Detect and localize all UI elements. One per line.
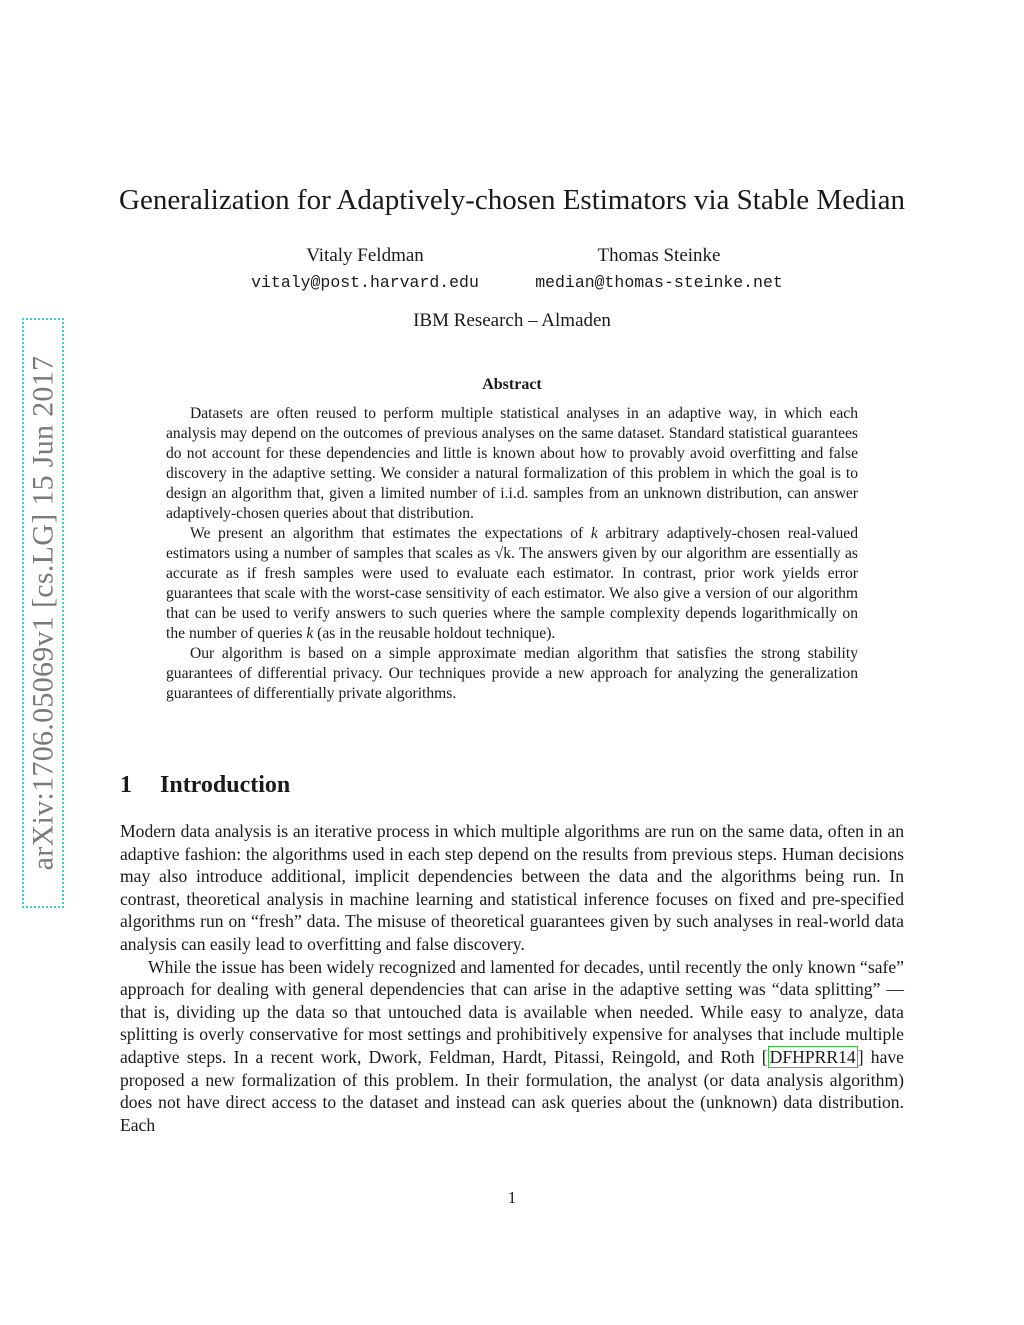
citation-link[interactable]: DFHPRR14: [769, 1046, 856, 1067]
abstract-paragraph: We present an algorithm that estimates the expectations of k arbitrary adaptively-chosen real-valued estimators using a number of samples that scales as √k. The answers given by our algorithm are essentially as accurate as if fresh samples were used to evaluate each estimator. In contrast, prior work yields error guarantees that scale with the worst-case sensitivity of each estimator. We also give a version of our algorithm that can be used to verify answers to such queries where the sample complexity depends logarithmically on the number of queries k (as in the reusable holdout technique).: [166, 525, 858, 642]
author-block-1: [224, 245, 506, 292]
section-number: 1: [120, 772, 132, 798]
affiliation: IBM Research – Almaden: [413, 310, 611, 331]
body-paragraph: While the issue has been widely recognized and lamented for decades, until recently the only known “safe” approach for dealing with general dependencies that can arise in the adaptive setting was “data splitting” — that is, dividing up the data so that untouched data is available when needed. While easy to analyze, data splitting is overly conservative for most settings and prohibitively expensive for analyses that include multiple adaptive steps. In a recent work, Dwork, Feldman, Hardt, Pitassi, Reingold, and Roth [ DFHPRR14 ] have proposed a new formalization of this problem. In their formulation, the analyst (or data analysis algorithm) does not have direct access to the dataset and instead can ask queries about the (unknown) data distribution. Each: [120, 956, 904, 1135]
abstract-heading: Abstract: [482, 376, 542, 393]
abstract-paragraph: Datasets are often reused to perform multiple statistical analyses in an adaptive way, in which each analysis may depend on the outcomes of previous analyses on the same dataset. Standard statistical guarantees do not account for these dependencies and little is known about how to provably avoid overfitting and false discovery in the adaptive setting. We consider a natural formalization of this problem in which the goal is to design an algorithm that, given a limited number of i.i.d. samples from an unknown distribution, can answer adaptively-chosen queries about that distribution.: [166, 405, 858, 522]
author-name: Thomas Steinke: [597, 245, 721, 266]
section-title: Introduction: [160, 772, 291, 798]
page-number: 1: [507, 1188, 517, 1207]
author-block-2: [518, 245, 800, 292]
abstract-paragraph: Our algorithm is based on a simple approximate median algorithm that satisfies the strong stability guarantees of differential privacy. Our techniques provide a new approach for analyzing the generalization guarantees of differentially private algorithms.: [166, 645, 858, 702]
author-email[interactable]: vitaly@post.harvard.edu: [251, 273, 479, 292]
paper-title: Generalization for Adaptively-chosen Estimators via Stable Median: [119, 184, 905, 216]
author-email[interactable]: median@thomas-steinke.net: [535, 273, 783, 292]
introduction-body: [120, 820, 904, 1136]
arxiv-identifier-text: arXiv:1706.05069v1 [cs.LG] 15 Jun 2017: [26, 355, 59, 871]
abstract-body: [166, 404, 858, 704]
section-heading: [120, 772, 290, 799]
body-paragraph: Modern data analysis is an iterative process in which multiple algorithms are run on the same data, often in an adaptive fashion: the algorithms used in each step depend on the results from previous steps. Human decisions may also introduce additional, implicit dependencies between the data and the algorithms being run. In contrast, theoretical analysis in machine learning and statistical inference focuses on fixed and pre-specified algorithms run on “fresh” data. The misuse of theoretical guarantees given by such analyses in real-world data analysis can easily lead to overfitting and false discovery.: [120, 821, 904, 954]
author-name: Vitaly Feldman: [306, 245, 424, 266]
arxiv-identifier-stamp[interactable]: [22, 318, 64, 908]
